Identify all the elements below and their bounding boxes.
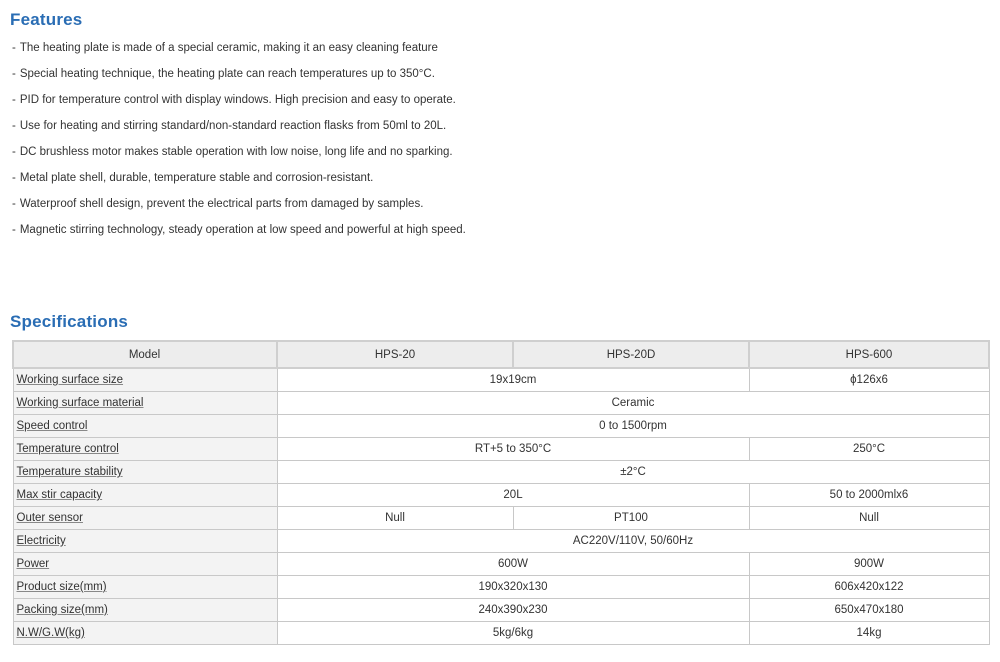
table-cell: 20L xyxy=(277,484,749,507)
table-cell: 600W xyxy=(277,553,749,576)
table-row xyxy=(13,438,989,461)
table-cell: Null xyxy=(277,507,513,530)
feature-item: - Waterproof shell design, prevent the electrical parts from damaged by samples. xyxy=(12,198,424,210)
specifications-title: Specifications xyxy=(10,312,129,331)
table-row xyxy=(13,461,989,484)
table-cell: 650x470x180 xyxy=(749,599,989,622)
table-row xyxy=(13,507,989,530)
table-row xyxy=(13,484,989,507)
feature-item: - Special heating technique, the heating plate can reach temperatures up to 350°C. xyxy=(12,68,435,80)
table-cell: 900W xyxy=(749,553,989,576)
table-cell: PT100 xyxy=(513,507,749,530)
table-row xyxy=(13,368,989,392)
table-cell: RT+5 to 350°C xyxy=(277,438,749,461)
feature-item: - Use for heating and stirring standard/non-standard reaction flasks from 50ml to 20L. xyxy=(12,120,447,132)
row-label: Outer sensor xyxy=(13,507,277,530)
table-cell: 19x19cm xyxy=(277,368,749,392)
row-label: Working surface size xyxy=(13,368,277,392)
table-cell: 240x390x230 xyxy=(277,599,749,622)
feature-item: - DC brushless motor makes stable operation with low noise, long life and no sparking. xyxy=(12,146,453,158)
header-model: Model xyxy=(13,341,277,368)
table-cell: 606x420x122 xyxy=(749,576,989,599)
table-row xyxy=(13,553,989,576)
feature-item: - PID for temperature control with display windows. High precision and easy to operate. xyxy=(12,94,456,106)
table-cell: 50 to 2000mlx6 xyxy=(749,484,989,507)
table-cell: 190x320x130 xyxy=(277,576,749,599)
row-label: Speed control xyxy=(13,415,277,438)
table-row xyxy=(13,415,989,438)
row-label: Working surface material xyxy=(13,392,277,415)
features-title: Features xyxy=(10,10,83,29)
feature-item: - Metal plate shell, durable, temperature stable and corrosion-resistant. xyxy=(12,172,374,184)
table-row xyxy=(13,530,989,553)
row-label: Power xyxy=(13,553,277,576)
feature-item: - Magnetic stirring technology, steady operation at low speed and powerful at high speed. xyxy=(12,224,466,236)
features-list xyxy=(12,40,466,248)
feature-item: - The heating plate is made of a special ceramic, making it an easy cleaning feature xyxy=(12,42,438,54)
table-header-row xyxy=(13,341,989,368)
row-label: Product size(mm) xyxy=(13,576,277,599)
table-cell: Null xyxy=(749,507,989,530)
table-cell: ϕ126x6 xyxy=(749,368,989,392)
header-hps-600: HPS-600 xyxy=(749,341,989,368)
table-cell: Ceramic xyxy=(277,392,989,415)
specifications-table xyxy=(12,340,990,645)
table-row xyxy=(13,622,989,645)
table-row xyxy=(13,599,989,622)
table-row xyxy=(13,576,989,599)
row-label: Max stir capacity xyxy=(13,484,277,507)
table-row xyxy=(13,392,989,415)
table-cell: 5kg/6kg xyxy=(277,622,749,645)
row-label: Temperature control xyxy=(13,438,277,461)
header-hps-20: HPS-20 xyxy=(277,341,513,368)
row-label: N.W/G.W(kg) xyxy=(13,622,277,645)
row-label: Electricity xyxy=(13,530,277,553)
table-cell: 0 to 1500rpm xyxy=(277,415,989,438)
table-cell: AC220V/110V, 50/60Hz xyxy=(277,530,989,553)
table-cell: ±2°C xyxy=(277,461,989,484)
header-hps-20d: HPS-20D xyxy=(513,341,749,368)
row-label: Temperature stability xyxy=(13,461,277,484)
table-cell: 14kg xyxy=(749,622,989,645)
row-label: Packing size(mm) xyxy=(13,599,277,622)
table-cell: 250°C xyxy=(749,438,989,461)
